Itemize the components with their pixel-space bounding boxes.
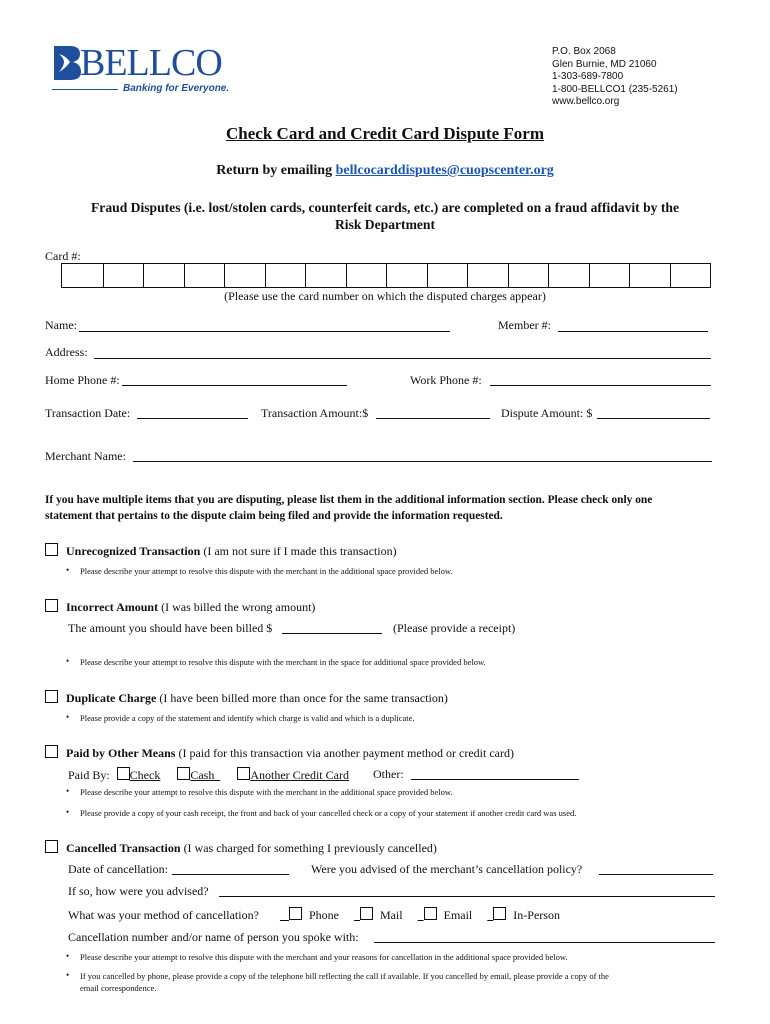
transaction-amount-field[interactable] (376, 418, 490, 419)
other-field[interactable] (411, 779, 579, 780)
card-number-boxes[interactable] (61, 263, 711, 288)
other-label: Other: (373, 767, 404, 781)
mail-option-label: Mail (379, 908, 403, 922)
cancelled-section (45, 840, 437, 856)
bellco-name: BELLCO (80, 42, 222, 84)
page-title: Check Card and Credit Card Dispute Form (226, 124, 544, 143)
address-line2: Glen Burnie, MD 21060 (552, 58, 657, 70)
work-phone-label: Work Phone #: (410, 373, 482, 387)
email-option-label: Email (443, 908, 473, 922)
name-label: Name: (45, 318, 77, 332)
another-card-option-label: Another Credit Card (250, 768, 349, 782)
address-line1: P.O. Box 2068 (552, 46, 616, 57)
transaction-amount-label: Transaction Amount:$ (261, 406, 369, 420)
bank-address (552, 46, 678, 109)
transaction-date-field[interactable] (137, 418, 248, 419)
check-checkbox[interactable] (117, 767, 130, 780)
duplicate-section (45, 690, 448, 706)
duplicate-title: Duplicate Charge (66, 691, 157, 705)
member-field[interactable] (558, 331, 708, 332)
duplicate-checkbox[interactable] (45, 690, 58, 703)
cancelled-checkbox[interactable] (45, 840, 58, 853)
unrecognized-desc: (I am not sure if I made this transaction) (200, 544, 397, 558)
address-field[interactable] (94, 358, 711, 359)
cancellation-method-row (68, 907, 560, 923)
how-advised-label: If so, how were you advised? (68, 884, 209, 898)
cash-checkbox[interactable] (177, 767, 190, 780)
email-checkbox[interactable] (424, 907, 437, 920)
other-means-checkbox[interactable] (45, 745, 58, 758)
phone-checkbox[interactable] (289, 907, 302, 920)
cancelled-title: Cancelled Transaction (66, 841, 181, 855)
dispute-amount-label: Dispute Amount: $ (501, 406, 593, 420)
card-label: Card #: (45, 249, 81, 263)
other-means-bullet2: • Please provide a copy of your cash receipt, the front and back of your cancelled check or a copy of your statement if another credit card was used. (80, 808, 576, 818)
address-label: Address: (45, 345, 88, 359)
advised-label: Were you advised of the merchant’s cancellation policy? (311, 862, 583, 876)
home-phone-label: Home Phone #: (45, 373, 120, 387)
return-prefix: Return by emailing (216, 163, 336, 178)
logo-rule (52, 89, 118, 90)
cancelled-bullet2 (80, 970, 609, 994)
work-phone-field[interactable] (490, 385, 711, 386)
bellco-wordmark (80, 42, 222, 84)
incorrect-bullet1: • Please describe your attempt to resolve this dispute with the merchant in the space for additional space provided below. (80, 657, 486, 667)
other-means-section (45, 745, 514, 761)
incorrect-desc: (I was billed the wrong amount) (158, 600, 316, 614)
transaction-date-label: Transaction Date: (45, 406, 131, 420)
another-card-checkbox[interactable] (237, 767, 250, 780)
in-person-option-label: In-Person (513, 908, 560, 922)
bellco-b-icon (52, 44, 82, 82)
mail-checkbox[interactable] (360, 907, 373, 920)
cancelled-bullet1: • Please describe your attempt to resolve this dispute with the merchant and your reasons for cancellation in the additional space provided below. (80, 952, 568, 962)
fraud-line1: Fraud Disputes (i.e. lost/stolen cards, counterfeit cards, etc.) are completed on a fraud affidavit by the (91, 200, 679, 215)
other-means-title: Paid by Other Means (66, 746, 176, 760)
merchant-name-field[interactable] (133, 461, 712, 462)
address-phone1: 1-303-689-7800 (552, 71, 624, 83)
cash-option-label: Cash (190, 768, 215, 782)
incorrect-section (45, 599, 315, 615)
paid-by-label: Paid By: (68, 768, 110, 782)
how-advised-field[interactable] (219, 896, 715, 897)
cancel-number-field[interactable] (374, 942, 715, 943)
unrecognized-bullet1: • Please describe your attempt to resolve this dispute with the merchant in the additional space provided below. (80, 566, 453, 576)
return-line (0, 163, 770, 179)
home-phone-field[interactable] (122, 385, 347, 386)
merchant-name-label: Merchant Name: (45, 449, 126, 463)
unrecognized-checkbox[interactable] (45, 543, 58, 556)
logo-tagline: Banking for Everyone. (123, 83, 230, 94)
cancel-number-label: Cancellation number and/or name of person you spoke with: (68, 930, 359, 944)
instructions (45, 492, 652, 524)
return-email-link[interactable]: bellcocarddisputes@cuopscenter.org (335, 163, 554, 178)
member-label: Member #: (498, 318, 551, 332)
in-person-checkbox[interactable] (493, 907, 506, 920)
duplicate-desc: (I have been billed more than once for the same transaction) (156, 691, 448, 705)
fraud-line2: Risk Department (334, 217, 436, 232)
name-field[interactable] (79, 331, 450, 332)
dispute-amount-field[interactable] (597, 418, 710, 419)
address-web[interactable]: www.bellco.org (552, 96, 620, 108)
card-note: (Please use the card number on which the disputed charges appear) (224, 289, 546, 303)
receipt-note: (Please provide a receipt) (393, 621, 516, 635)
cancelled-bullet2-line1: • If you cancelled by phone, please provide a copy of the telephone bill reflecting the call if available. If you cancelled by email, please provide a copy of the (80, 971, 609, 981)
cancelled-desc: (I was charged for something I previously cancelled) (180, 841, 437, 855)
cancellation-method-label: What was your method of cancellation? (68, 908, 259, 922)
instructions-line2: statement that pertains to the dispute claim being filed and provide the information requested. (45, 510, 503, 522)
address-phone2: 1-800-BELLCO1 (235-5261) (552, 83, 678, 95)
other-means-desc: (I paid for this transaction via another payment method or credit card) (175, 746, 514, 760)
fraud-note (30, 199, 740, 233)
cancellation-date-field[interactable] (172, 874, 289, 875)
bellco-logo (52, 44, 237, 100)
cancelled-bullet2-line2: email correspondence. (80, 983, 157, 993)
phone-option-label: Phone (308, 908, 339, 922)
unrecognized-title: Unrecognized Transaction (66, 544, 201, 558)
incorrect-title: Incorrect Amount (66, 600, 159, 614)
cancellation-date-label: Date of cancellation: (68, 862, 168, 876)
duplicate-bullet1: • Please provide a copy of the statement and identify which charge is valid and which is a duplicate. (80, 713, 415, 723)
incorrect-checkbox[interactable] (45, 599, 58, 612)
check-option-label: Check (129, 768, 161, 782)
instructions-line1: If you have multiple items that you are disputing, please list them in the additional information section. Please check only one (45, 494, 653, 506)
other-means-bullet1: • Please describe your attempt to resolve this dispute with the merchant in the additional space provided below. (80, 787, 453, 797)
unrecognized-section (45, 543, 397, 559)
advised-field[interactable] (599, 874, 713, 875)
correct-amount-label: The amount you should have been billed $ (68, 621, 273, 635)
correct-amount-field[interactable] (282, 633, 382, 634)
paid-by-row (68, 767, 349, 783)
